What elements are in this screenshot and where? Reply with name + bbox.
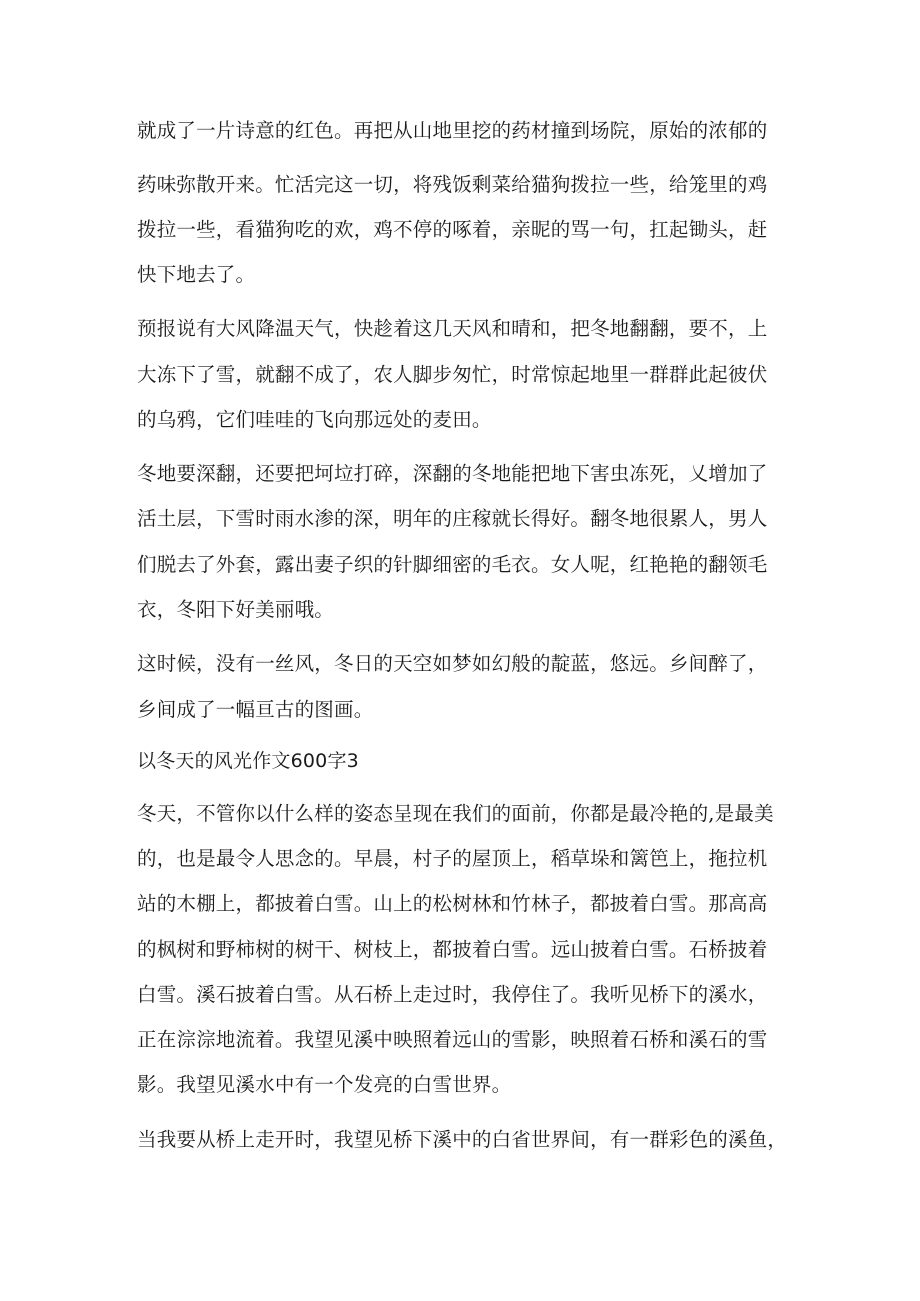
text-line: 们脱去了外套，露出妻子织的针脚细密的毛衣。女人呢，红艳艳的翻领毛 <box>137 553 768 576</box>
text-line: 就成了一片诗意的红色。再把从山地里挖的药材撞到场院，原始的浓郁的 <box>137 119 768 142</box>
text-line: 影。我望见溪水中有一个发亮的白雪世界。 <box>137 1073 512 1096</box>
text-line: 正在淙淙地流着。我望见溪中映照着远山的雪影，映照着石桥和溪石的雪 <box>137 1028 768 1051</box>
text-line: 的乌鸦，它们哇哇的飞向那远处的麦田。 <box>137 408 492 431</box>
text-line: 当我要从桥上走开时，我望见桥下溪中的白省世界间，有一群彩色的溪鱼， <box>137 1128 788 1151</box>
text-line: 乡间成了一幅亘古的图画。 <box>137 698 374 721</box>
text-line: 的枫树和野柿树的树干、树枝上，都披着白雪。远山披着白雪。石桥披着 <box>137 938 768 961</box>
text-line: 的，也是最令人思念的。早晨，村子的屋顶上，稻草垛和篱笆上，拖拉机 <box>137 847 768 870</box>
text-line: 白雪。溪石披着白雪。从石桥上走过时，我停住了。我听见桥下的溪水， <box>137 983 768 1006</box>
section-heading: 以冬天的风光作文600字3 <box>137 750 359 772</box>
text-line: 快下地去了。 <box>137 263 256 286</box>
text-line: 冬天，不管你以什么样的姿态呈现在我们的面前，你都是最冷艳的,是最美 <box>137 802 774 825</box>
text-line: 衣，冬阳下好美丽哦。 <box>137 598 335 621</box>
text-line: 大冻下了雪，就翻不成了，农人脚步匆忙，时常惊起地里一群群此起彼伏 <box>137 363 768 386</box>
text-line: 这时候，没有一丝风，冬日的天空如梦如幻般的靛蓝，悠远。乡间醉了， <box>137 652 768 675</box>
text-line: 预报说有大风降温天气，快趁着这几天风和晴和，把冬地翻翻，要不，上 <box>137 317 768 340</box>
text-line: 冬地要深翻，还要把坷垃打碎，深翻的冬地能把地下害虫冻死，乂增加了 <box>137 462 768 485</box>
text-line: 药味弥散开来。忙活完这一切，将残饭剩菜给猫狗拨拉一些，给笼里的鸡 <box>137 173 768 196</box>
text-line: 拨拉一些，看猫狗吃的欢，鸡不停的啄着，亲昵的骂一句，扛起锄头，赶 <box>137 218 768 241</box>
text-line: 活土层，下雪时雨水渗的深，明年的庄稼就长得好。翻冬地很累人，男人 <box>137 507 768 530</box>
text-line: 站的木棚上，都披着白雪。山上的松树林和竹林子，都披着白雪。那高高 <box>137 892 768 915</box>
